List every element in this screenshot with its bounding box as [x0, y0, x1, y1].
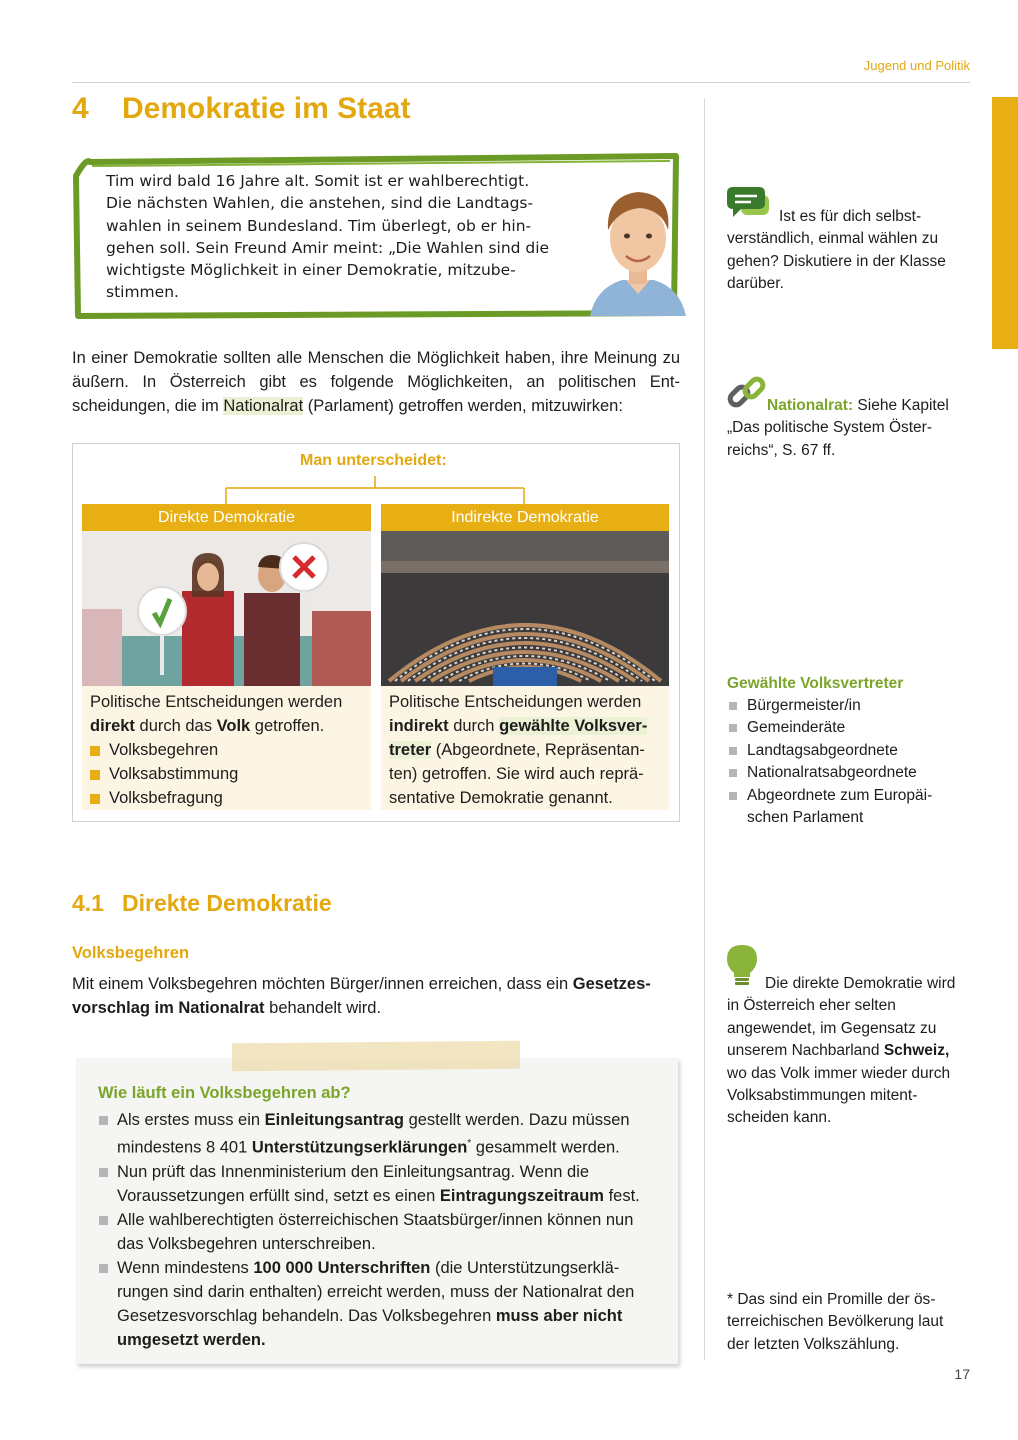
- story-line: gehen soll. Sein Freund Amir meint: „Die Wahlen sind die: [106, 238, 550, 257]
- indirect-text: durch: [448, 717, 500, 735]
- list-item: Alle wahlberechtigten österreichischen Staatsbürger/innen können nun das Volksbegehren unterschreiben.: [98, 1208, 658, 1256]
- story-line: Tim wird bald 16 Jahre alt. Somit ist er wahlberechtigt.: [106, 172, 530, 190]
- volksbegehren-text: Mit einem Volksbegehren möchten Bürger/innen erreichen, dass ein: [72, 975, 573, 993]
- section-title: [72, 890, 332, 917]
- section-title-text: Direkte Demokratie: [122, 890, 332, 916]
- process-note-heading: Wie läuft ein Volksbegehren ab?: [98, 1084, 351, 1102]
- step-text: (die Unterstützungserklärungen sind darin enthalten) erreicht werden, muss der Nationalrat den Gesetzesvorschlag behandeln. Das Volksbegehren: [117, 1258, 635, 1325]
- direct-instruments-list: [90, 738, 363, 810]
- indirect-democracy-heading: Indirekte Demokratie: [381, 504, 669, 531]
- representatives-list: [727, 695, 967, 829]
- volksbegehren-text: behandelt wird.: [264, 998, 382, 1017]
- direct-bold: Volk: [216, 717, 251, 735]
- chapter-number: 4: [72, 92, 89, 125]
- running-head: Jugend und Politik: [863, 58, 970, 73]
- page-number: 17: [954, 1366, 970, 1382]
- diagram-connector: [220, 474, 530, 506]
- indirect-bold: indirekt: [389, 717, 449, 735]
- representatives-heading: Gewählte Volksvertreter: [727, 675, 904, 692]
- tape-strip: [232, 1041, 520, 1072]
- list-item: Bürgermeister/in: [727, 695, 967, 717]
- list-item: [98, 1256, 658, 1352]
- story-line: stimmen.: [106, 283, 179, 302]
- process-steps-list: [98, 1108, 658, 1352]
- tip-text: [727, 973, 969, 1130]
- term-nationalrat: Nationalrat: [223, 396, 304, 415]
- step-text: Als erstes muss ein: [117, 1111, 265, 1129]
- tip-text-part: wo das Volk immer wieder durch Volksabstimmungen mitentscheiden kann.: [727, 1064, 951, 1127]
- photo-parliament: [381, 531, 669, 686]
- list-item: Abgeordnete zum Europäischen Parlament: [727, 785, 967, 830]
- discussion-prompt: Ist es für dich selbstverständlich, einmal wählen zu gehen? Diskutiere in der Klasse darüber.: [727, 208, 946, 293]
- indirect-democracy-text: [381, 686, 669, 810]
- direct-democracy-text: [82, 686, 371, 810]
- indirect-text: Politische Entscheidungen werden: [389, 693, 642, 711]
- step-bold: 100 000 Unterschriften: [253, 1258, 431, 1277]
- chapter-title-text: Demokratie im Staat: [122, 92, 411, 125]
- list-item: [98, 1160, 658, 1208]
- footnote-marker: *: [467, 1138, 472, 1149]
- list-item: [98, 1108, 658, 1160]
- intro-text: In einer Demokratie sollten alle Menschen die Möglichkeit haben, ihre Meinung zu äußern. In Österreich gibt es folgende Möglichkeiten, an politischen Entscheidungen, die im: [72, 349, 680, 415]
- portrait-tim: [588, 176, 688, 316]
- step-text: gestellt werden. Dazu müssen mindestens 8 401: [117, 1111, 630, 1157]
- volksbegehren-bold: Gesetzesvorschlag im Nationalrat: [72, 975, 651, 1017]
- volksbegehren-paragraph: [72, 973, 680, 1021]
- photo-voting-couple: [82, 531, 371, 686]
- step-text: gesammelt werden.: [471, 1138, 620, 1157]
- top-rule: [72, 82, 970, 83]
- list-item: Landtagsabgeordnete: [727, 740, 967, 762]
- list-item: Volksbefragung: [90, 786, 363, 810]
- intro-text: (Parlament) getroffen werden, mitzuwirken:: [303, 396, 623, 415]
- chapter-edge-tab: [992, 97, 1018, 349]
- list-item: Nationalratsabgeordnete: [727, 762, 967, 784]
- diagram-heading: Man unterscheidet:: [300, 452, 447, 469]
- step-text: Wenn mindestens: [117, 1258, 254, 1277]
- step-text: Nun prüft das Innenministerium den Einleitungsantrag. Wenn die Voraussetzungen erfüllt sind, setzt es einen: [117, 1162, 590, 1205]
- list-item: Volksbegehren: [90, 738, 363, 762]
- story-line: wahlen in seinem Bundesland. Tim überlegt, ob er hin-: [106, 216, 532, 235]
- story-line: Die nächsten Wahlen, die anstehen, sind die Landtags-: [106, 194, 534, 213]
- story-line: wichtigste Möglichkeit in einer Demokratie, mitzube-: [106, 261, 516, 280]
- cross-reference-label: Nationalrat:: [767, 397, 854, 414]
- term-volksvertreter: gewählte Volksvertreter: [389, 717, 648, 759]
- cross-reference: [727, 395, 967, 462]
- indirect-text: (Abgeordnete, Repräsentanten) getroffen. Sie wird auch repräsentative Demokratie genannt.: [389, 741, 645, 807]
- direct-text: getroffen.: [250, 717, 325, 735]
- direct-text: Politische Entscheidungen werden: [90, 693, 343, 711]
- intro-paragraph: [72, 347, 680, 418]
- direct-text: durch das: [134, 717, 217, 735]
- step-bold: Einleitungsantrag: [264, 1111, 404, 1129]
- volksbegehren-heading: Volksbegehren: [72, 944, 190, 962]
- chapter-title: [72, 92, 410, 126]
- step-bold: muss aber nicht umgesetzt werden.: [117, 1306, 623, 1349]
- tip-text-part: Die direkte Demokratie wird in Österreich eher selten angewendet, im Gegensatz zu unserem Nachbarland: [727, 975, 956, 1060]
- cross-reference-text: Siehe Kapitel „Das politische System Österreichs“, S. 67 ff.: [727, 397, 949, 459]
- step-bold: Unterstützungserklärungen: [251, 1138, 468, 1157]
- footnote: * Das sind ein Promille der österreichischen Bevölkerung laut der letzten Volkszählung.: [727, 1291, 944, 1353]
- tip-bold: Schweiz,: [883, 1042, 950, 1060]
- direct-democracy-heading: Direkte Demokratie: [82, 504, 371, 531]
- margin-divider: [704, 98, 705, 1360]
- list-item: Gemeinderäte: [727, 717, 967, 739]
- step-bold: Eintragungszeitraum: [439, 1186, 604, 1205]
- step-text: fest.: [603, 1186, 640, 1205]
- section-number: 4.1: [72, 890, 104, 916]
- story-text: [106, 170, 590, 304]
- list-item: Volksabstimmung: [90, 762, 363, 786]
- direct-bold: direkt: [90, 717, 135, 735]
